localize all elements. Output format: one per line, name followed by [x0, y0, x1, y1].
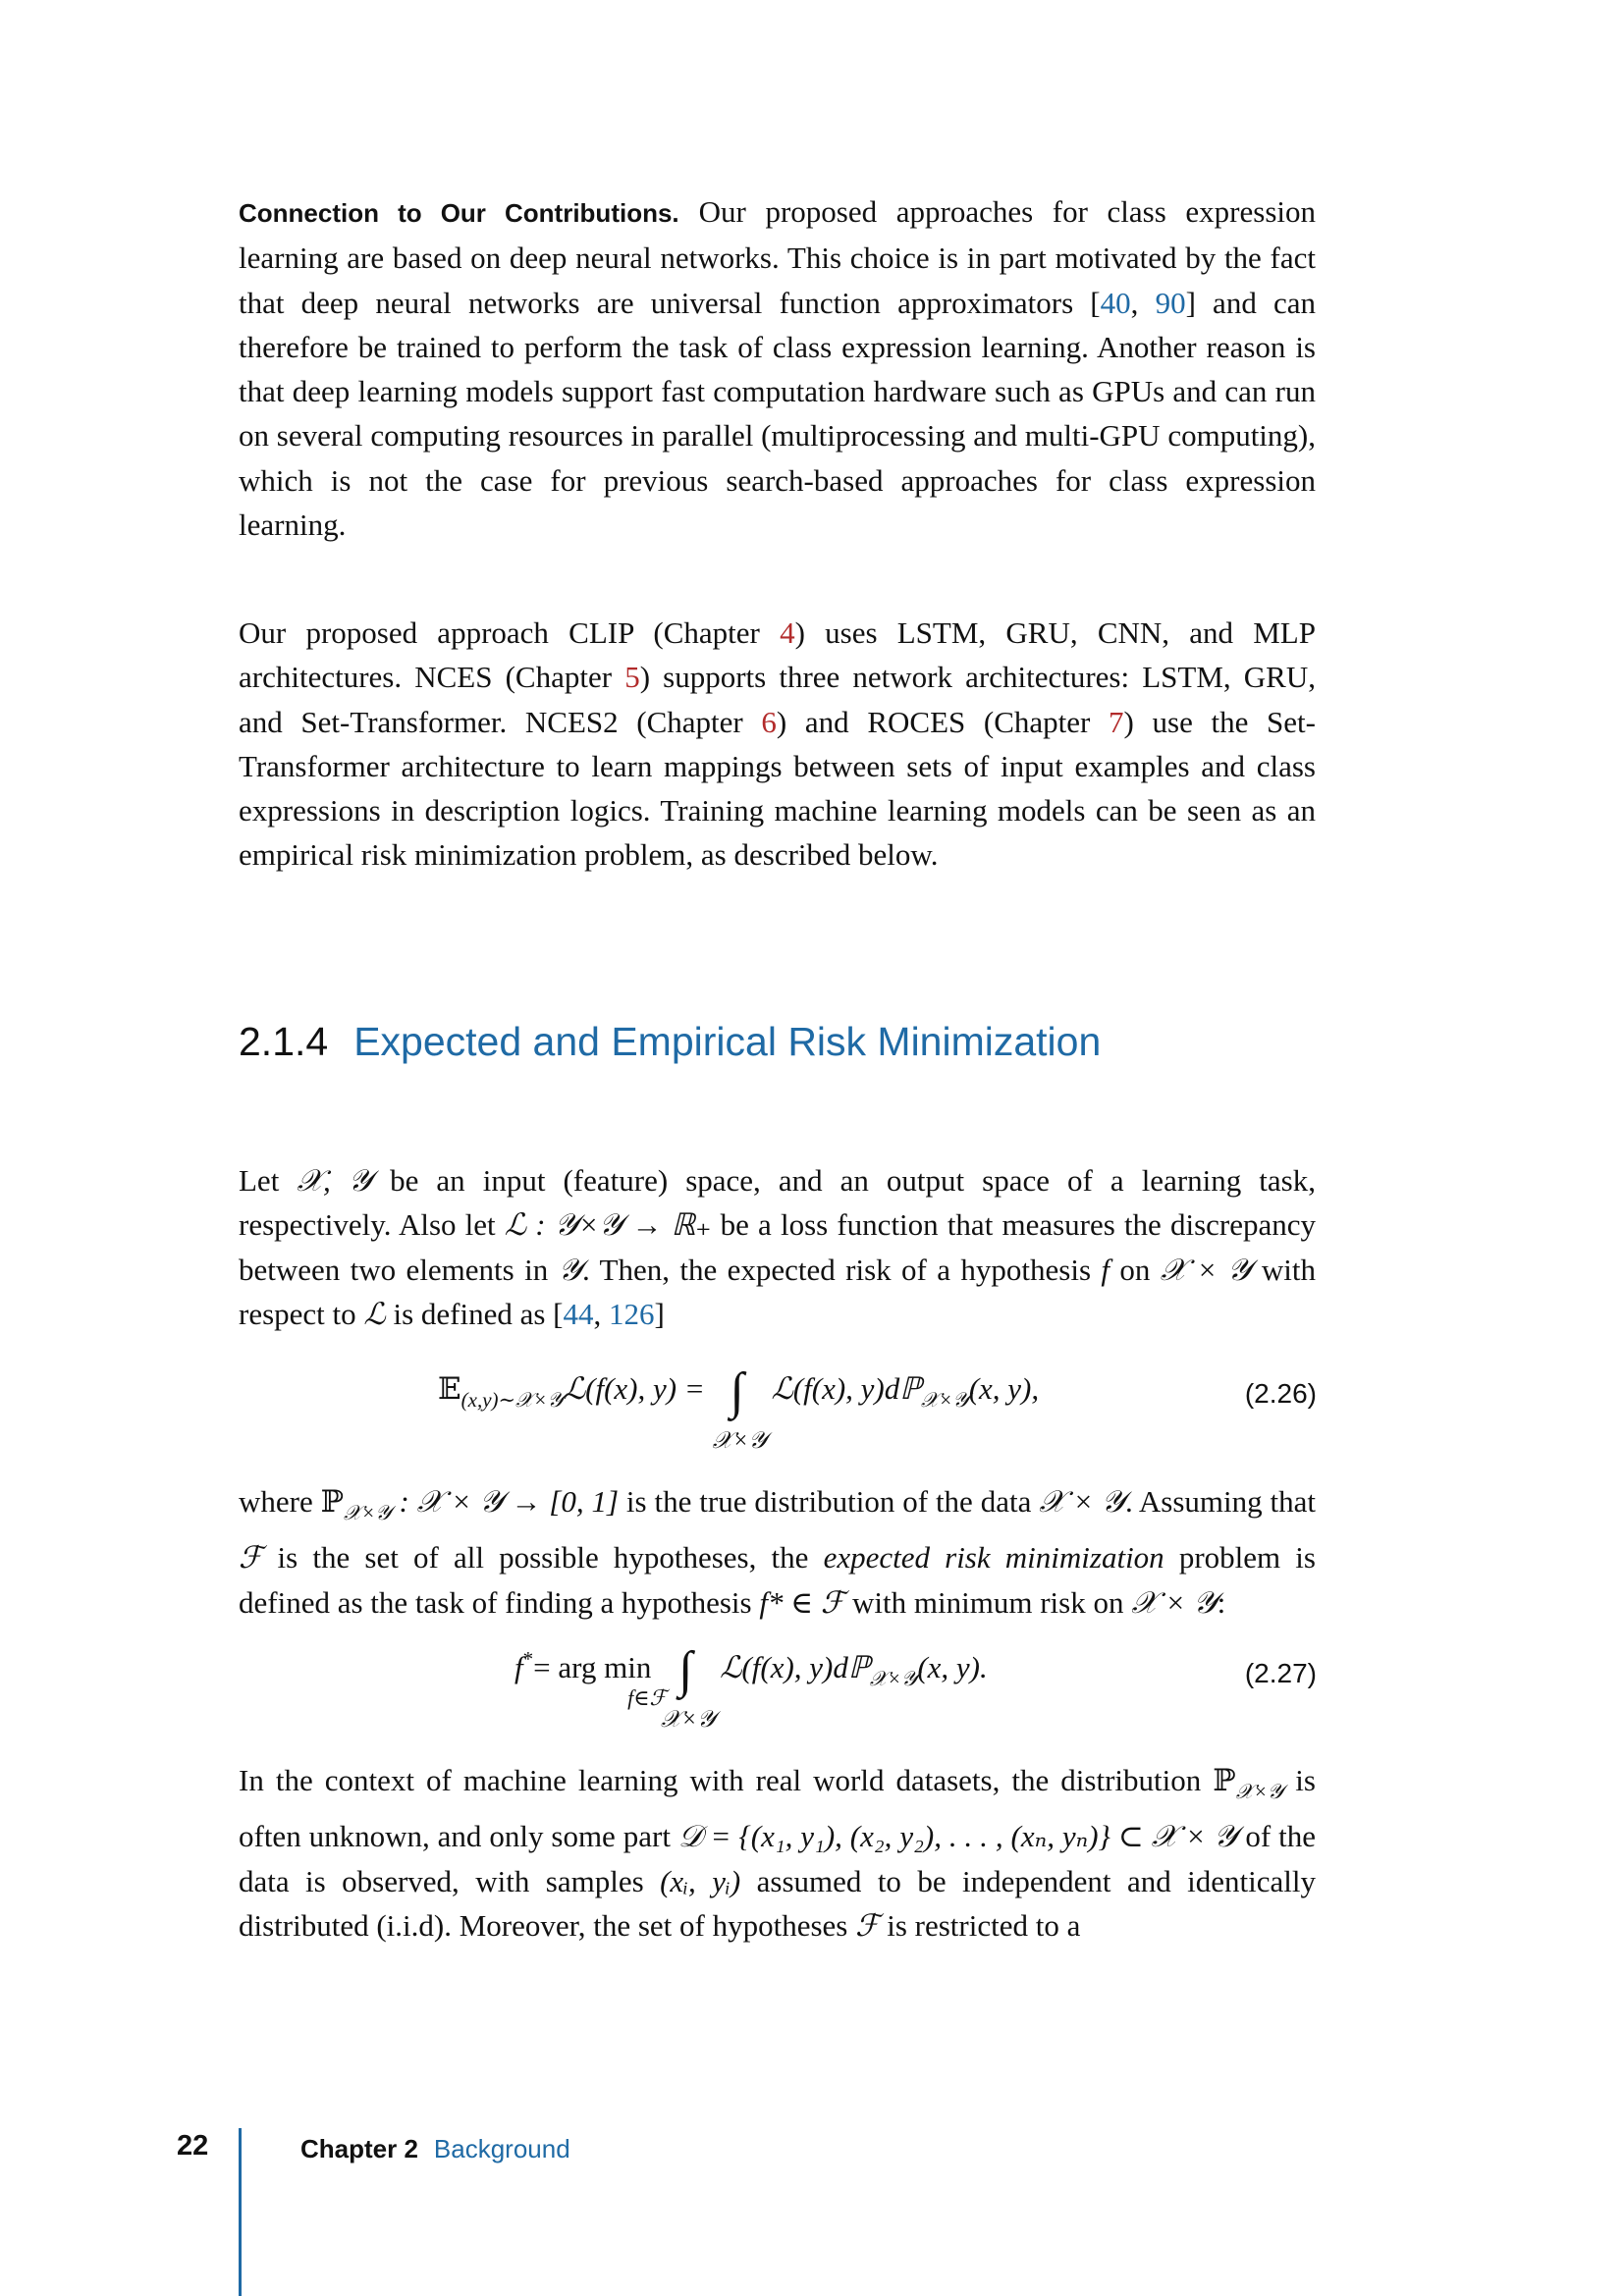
- text: Our proposed approaches for class expression learning are based on deep neural networks. This choice is in part motivated by the fact that deep neural networks are universal function approximators [: [239, 194, 1316, 320]
- subscript: 𝒳×𝒴: [1235, 1780, 1284, 1803]
- expectation-symbol: 𝔼: [438, 1371, 461, 1407]
- text: on: [1110, 1252, 1161, 1287]
- text: ]: [654, 1296, 665, 1331]
- math-inline: : 𝒳 × 𝒴 → [0, 1]: [391, 1484, 620, 1519]
- section-number: 2.1.4: [239, 1019, 329, 1064]
- paragraph-expected-risk: [239, 1479, 1316, 1625]
- math-inline: ℱ: [239, 1540, 263, 1575]
- math-inline: 𝒳 × 𝒴: [1131, 1584, 1218, 1620]
- text: ] and can therefore be trained to perform the task of class expression learning. Another reason is that deep learning models support fast computation hardware such as GPUs and can run on several computing resources in parallel (multiprocessing and multi-GPU computing), which is not the case for previous search-based approaches for class expression learning.: [239, 285, 1317, 543]
- math-text: ℒ(f(x), y)dℙ: [720, 1650, 870, 1685]
- footer-divider: [239, 2128, 242, 2296]
- text: with respect to: [239, 1252, 1317, 1331]
- equation-number: (2.27): [1244, 1658, 1317, 1688]
- text: ) uses LSTM, GRU, CNN, and MLP architectures. NCES (Chapter: [239, 615, 1316, 695]
- math-inline: ℙ: [320, 1484, 344, 1519]
- chapter-ref-link[interactable]: 4: [780, 615, 795, 650]
- subscript: 𝒳×𝒴: [869, 1667, 918, 1691]
- chapter-title-link[interactable]: Background: [433, 2134, 570, 2163]
- math-text: ℒ(f(x), y) =: [563, 1371, 705, 1407]
- text: Our proposed approach CLIP (Chapter: [239, 615, 781, 650]
- text: be an input (feature) space, and an output space of a learning task, respectively. Also let: [239, 1163, 1316, 1243]
- integral-sign: [712, 1363, 768, 1454]
- text: is the set of all possible hypotheses, the: [262, 1540, 824, 1575]
- math-inline: 𝒟 = {(x₁, y₁), (x₂, y₂), . . . , (xₙ, yₙ)} ⊂ 𝒳 × 𝒴: [677, 1819, 1238, 1854]
- math-inline: 𝒴: [558, 1252, 582, 1287]
- math-inline: f* ∈ ℱ: [759, 1584, 845, 1620]
- page-number: 22: [177, 2130, 209, 2162]
- math-inline: ℒ: [363, 1296, 386, 1331]
- text: be a loss function that measures the discrepancy between two elements in: [239, 1207, 1317, 1287]
- text: with minimum risk on: [844, 1584, 1132, 1620]
- math-inline: f: [1101, 1252, 1110, 1287]
- math-text: (x, y).: [917, 1650, 988, 1685]
- math-text: ℒ(f(x), y)dℙ: [771, 1371, 921, 1407]
- text: ) supports three network architectures: LSTM, GRU, and Set-Transformer. NCES2 (Chapter: [239, 660, 1316, 739]
- superscript: *: [522, 1647, 534, 1672]
- integral-limit: 𝒳×𝒴: [712, 1428, 768, 1454]
- argmin-subscript: f∈ℱ: [627, 1685, 667, 1711]
- chapter-ref-link[interactable]: 7: [1109, 704, 1124, 739]
- text: ,: [1130, 285, 1156, 320]
- text: :: [1217, 1584, 1226, 1620]
- subscript: (x,y)∼𝒳×𝒴: [460, 1388, 564, 1413]
- argmin-operator: = arg min: [533, 1650, 652, 1685]
- math-inline: ℙ: [1213, 1763, 1236, 1797]
- argmin-group: [533, 1650, 667, 1711]
- math-inline: ℒ : 𝒴×𝒴 → ℝ₊: [504, 1207, 712, 1243]
- text: Let: [239, 1163, 298, 1198]
- math-inline: ℱ: [855, 1907, 880, 1943]
- runin-heading: Connection to Our Contributions.: [239, 198, 679, 228]
- integral-symbol: ∫: [678, 1642, 693, 1698]
- text: is the true distribution of the data: [619, 1484, 1040, 1519]
- text: is restricted to a: [879, 1907, 1081, 1943]
- section-title: Expected and Empirical Risk Minimization: [353, 1019, 1102, 1064]
- paragraph-empirical: [239, 1758, 1316, 1948]
- math-text: (x, y),: [968, 1371, 1040, 1407]
- paragraph-connection: [239, 189, 1316, 547]
- integral-sign: [661, 1642, 716, 1733]
- paragraph-definitions: [239, 1158, 1316, 1336]
- chapter-ref-link[interactable]: 6: [761, 704, 777, 739]
- text: of the data is observed, with samples: [239, 1819, 1316, 1898]
- text: is defined as [: [385, 1296, 564, 1331]
- integral-limit: 𝒳×𝒴: [661, 1707, 716, 1733]
- equation-2-26: [438, 1363, 1040, 1454]
- text: ) use the Set-Transformer architecture to learn mappings between sets of input examples and class expressions in description logics. Training machine learning models can be seen as an empirical risk minimization problem, as described below.: [239, 704, 1316, 873]
- citation-link[interactable]: 44: [563, 1296, 594, 1331]
- text: assumed to be independent and identically distributed (i.i.d). Moreover, the set of hypotheses: [239, 1863, 1316, 1943]
- paragraph-approaches: [239, 611, 1316, 878]
- citation-link[interactable]: 40: [1100, 285, 1131, 320]
- math-inline: 𝒳 × 𝒴: [1160, 1252, 1252, 1287]
- section-heading: [239, 1019, 1101, 1065]
- text: . Then, the expected risk of a hypothesis: [581, 1252, 1102, 1287]
- subscript: 𝒳×𝒴: [343, 1501, 392, 1524]
- citation-link[interactable]: 90: [1155, 285, 1186, 320]
- equation-number: (2.26): [1244, 1378, 1317, 1409]
- emphasis: expected risk minimization: [823, 1540, 1164, 1575]
- text: where: [239, 1484, 321, 1519]
- math-inline: 𝒳 × 𝒴: [1039, 1484, 1125, 1519]
- math-text: f: [514, 1650, 523, 1685]
- math-inline: (xᵢ, yᵢ): [660, 1863, 741, 1898]
- text: problem is defined as the task of finding a hypothesis: [239, 1540, 1316, 1620]
- integral-symbol: ∫: [730, 1363, 744, 1419]
- citation-link[interactable]: 126: [609, 1296, 655, 1331]
- text: ,: [593, 1296, 609, 1331]
- chapter-ref-link[interactable]: 5: [624, 660, 640, 695]
- text: ) and ROCES (Chapter: [776, 704, 1110, 739]
- math-inline: 𝒳, 𝒴: [297, 1163, 373, 1198]
- subscript: 𝒳×𝒴: [920, 1388, 969, 1413]
- chapter-label: Chapter 2: [300, 2134, 418, 2163]
- equation-2-27: [514, 1642, 988, 1733]
- text: is often unknown, and only some part: [239, 1763, 1316, 1854]
- text: In the context of machine learning with real world datasets, the distribution: [239, 1763, 1214, 1797]
- text: . Assuming that: [1124, 1484, 1316, 1519]
- running-footer: [300, 2134, 570, 2164]
